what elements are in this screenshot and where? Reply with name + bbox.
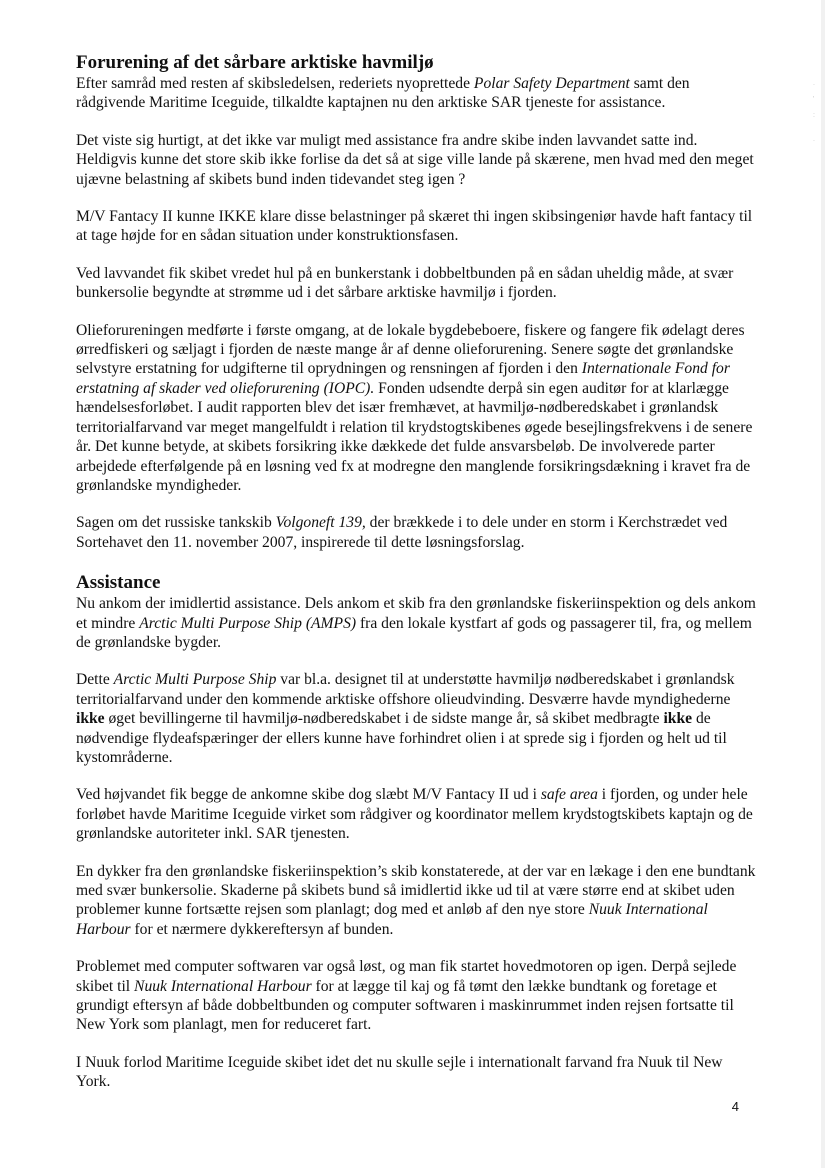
italic-run: Arctic Multi Purpose Ship (AMPS) — [139, 614, 357, 632]
text-run: En dykker fra den grønlandske fiskeriinspektion’s skib konstaterede, at der var en lækage i den ene bundtank med svær bunkersolie. Skaderne på skibets bund så imidlertid ikke ud til at være større end at skibet uden problemer kunne fortsætte rejsen som planlagt; dog med et anløb af den nye store — [76, 862, 756, 919]
text-run: i fjorden, og under hele forløbet havde Maritime Iceguide virket som rådgiver og koordinator mellem krydstogtskibets kaptajn og de grønlandske autoriteter inkl. SAR tjenesten. — [76, 786, 753, 843]
paragraph — [76, 785, 756, 843]
text-run: øget bevillingerne til havmiljø-nødberedskabet i de sidste mange år, så skibet medbragte — [104, 710, 664, 728]
paragraph: Det viste sig hurtigt, at det ikke var muligt med assistance fra andre skibe inden lavvandet satte ind. Heldigvis kunne det store skib ikke forlise da det så at sige ville lande på skærene, men hvad med den meget ujævne belastning af skibets bund inden tidevandet steg igen ? — [76, 131, 754, 188]
section-heading-pollution: Forurening af det sårbare arktiske havmiljø — [76, 52, 434, 73]
text-run: Fonden udsendte derpå sin egen auditør for at klarlægge hændelsesforløbet. I audit rapporten blev det især fremhævet, at havmiljø-nødberedskabet i grønlandsk territorialfarvand var meget mangelfuldt i relation til krydstogtskibenes øgede besejlingsfrekvens i de senere år. Det kunne betyde, at skibets forsikring ikke dækkede det fulde ansvarsbeløb. De involverede parter arbejdede efterfølgende på en løsning ved fx at modregne den manglende forsikringsdækning i kravet fra de grønlandske myndigheder. — [76, 379, 753, 494]
italic-run: Internationale Fond for erstatning af skader ved olieforurening (IOPC). — [76, 360, 730, 397]
bold-run: ikke — [663, 710, 693, 728]
scan-edge-shadow — [821, 0, 825, 1168]
text-run: Efter samråd med resten af skibsledelsen, rederiets nyoprettede — [76, 75, 474, 92]
italic-run: Nuuk International Harbour — [134, 977, 312, 995]
section-heading-assistance: Assistance — [76, 572, 161, 594]
text-run: Olieforureningen medførte i første omgang, at de lokale bygdebeboere, fiskere og fangere fik ødelagt deres ørredfiskeri og sæljagt i fjorden de næste mange år af denne olieforurening. Senere søgte det grønlandske selvstyre erstatning for udgifterne til oprydningen og rensningen af fjorden i den — [76, 321, 745, 378]
italic-run: Polar Safety Department — [473, 75, 630, 92]
paragraph: I Nuuk forlod Maritime Iceguide skibet idet det nu skulle sejle i internationalt farvand fra Nuuk til New York. — [76, 1053, 723, 1091]
italic-run: Nuuk International Harbour — [76, 901, 708, 938]
bold-run: ikke — [76, 710, 105, 728]
text-run: var bl.a. designet til at understøtte havmiljø nødberedskabet i grønlandsk territorialfarvand under den kommende arktiske offshore olieudvinding. Desværre havde myndighederne — [76, 671, 735, 708]
paragraph — [76, 321, 756, 496]
paragraph — [76, 594, 756, 652]
page-number: 4 — [731, 1099, 739, 1114]
italic-run: safe area — [540, 786, 598, 804]
text-run: Dette — [76, 671, 114, 689]
paragraph: M/V Fantacy II kunne IKKE klare disse belastninger på skæret thi ingen skibsingeniør havde haft fantacy til at tage højde for en sådan situation under konstruktionsfasen. — [76, 208, 753, 245]
paragraph — [76, 74, 756, 113]
paragraph: Ved lavvandet fik skibet vredet hul på en bunkerstank i dobbeltbunden på en sådan uheldig måde, at svær bunkersolie begyndte at strømme ud i det sårbare arktiske havmiljø i fjorden. — [76, 264, 734, 302]
text-run: de nødvendige flydeafspæringer der ellers kunne have forhindret olien i at sprede sig i fjorden og helt ud til kystområderne. — [76, 710, 727, 766]
paragraph — [76, 513, 756, 552]
paragraph — [76, 862, 756, 940]
text-run: fra den lokale kystfart af gods og passagerer til, fra, og mellem de grønlandske bygder. — [76, 614, 752, 651]
text-run: for at lægge til kaj og få tømt den lække bundtank og foretage et grundigt eftersyn af både dobbeltbunden og computer softwaren i maskinrummet inden rejsen fortsatte til New York som planlagt, men for reduceret fart. — [76, 977, 734, 1034]
text-run: Nu ankom der imidlertid assistance. Dels ankom et skib fra den grønlandske fiskeriinspektion og dels ankom et mindre — [76, 595, 756, 632]
italic-run: Volgoneft 139, — [275, 514, 366, 532]
text-run: samt den rådgivende Maritime Iceguide, tilkaldte kaptajnen nu den arktiske SAR tjeneste for assistance. — [76, 75, 690, 112]
paragraph — [76, 670, 756, 767]
text-run: Sagen om det russiske tankskib — [76, 514, 276, 532]
document-page — [76, 52, 756, 1092]
text-run: Ved højvandet fik begge de ankomne skibe dog slæbt M/V Fantacy II ud i — [76, 786, 541, 804]
scan-noise-marks: . ' : . — [813, 80, 815, 143]
italic-run: Arctic Multi Purpose Ship — [113, 671, 277, 689]
text-run: Problemet med computer softwaren var også løst, og man fik startet hovedmotoren op igen. Derpå sejlede skibet til — [76, 958, 737, 995]
paragraph — [76, 957, 756, 1035]
text-run: der brækkede i to dele under en storm i Kerchstrædet ved Sortehavet den 11. november 2007, inspirerede til dette løsningsforslag. — [76, 514, 728, 551]
text-run: for et nærmere dykkereftersyn af bunden. — [130, 920, 394, 938]
